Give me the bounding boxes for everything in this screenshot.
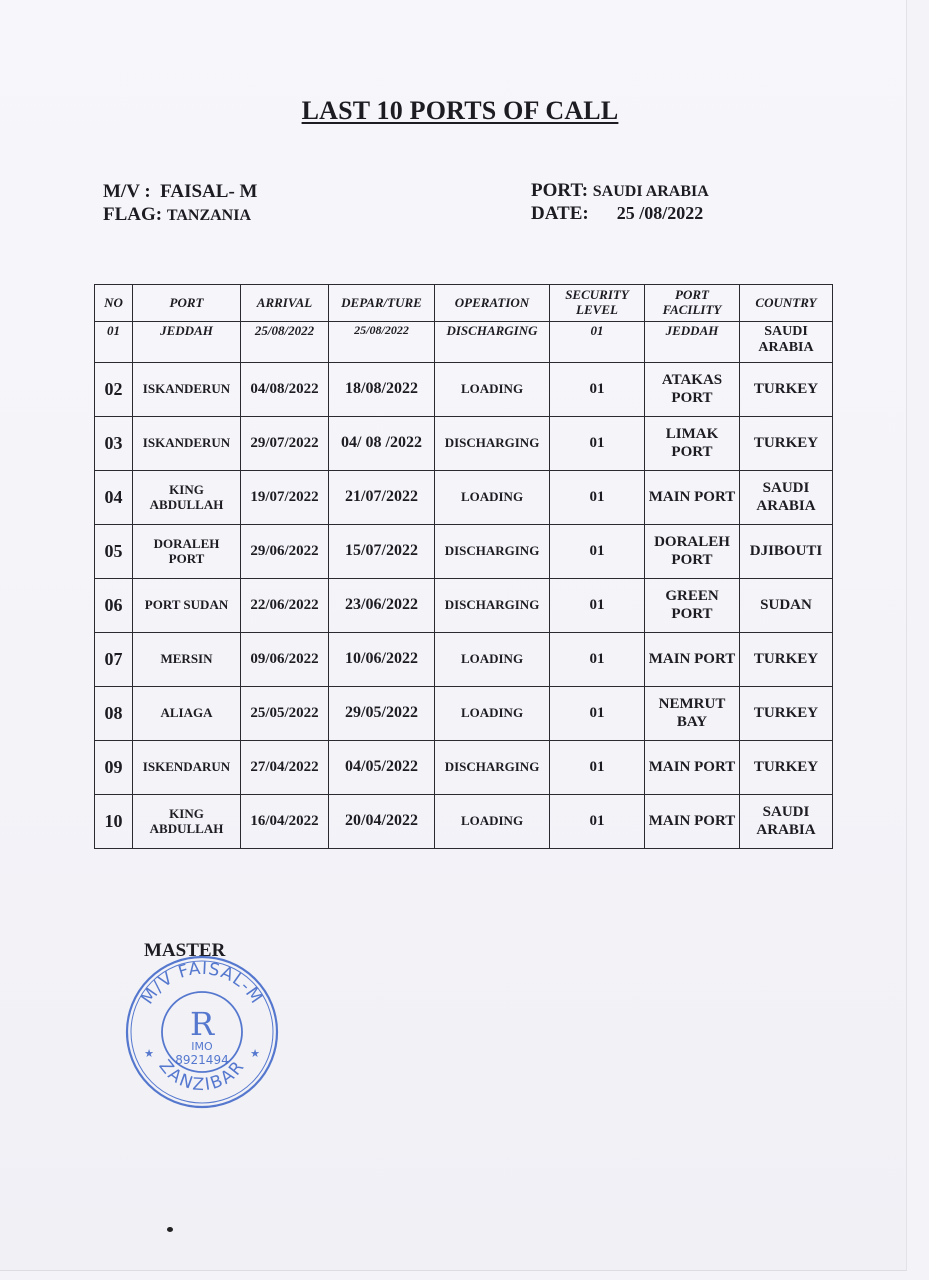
cell-departure: 20/04/2022 bbox=[329, 795, 435, 849]
port-label: PORT: bbox=[531, 180, 589, 201]
cell-arrival: 19/07/2022 bbox=[241, 471, 329, 525]
cell-security: 01 bbox=[550, 687, 645, 741]
cell-departure: 15/07/2022 bbox=[329, 525, 435, 579]
stamp-bottom-text: ZANZIBAR bbox=[154, 1056, 250, 1096]
cell-departure: 10/06/2022 bbox=[329, 633, 435, 687]
vessel-name: FAISAL- M bbox=[160, 181, 258, 202]
cell-no: 09 bbox=[95, 741, 133, 795]
port-line bbox=[531, 180, 709, 202]
cell-arrival: 25/08/2022 bbox=[241, 322, 329, 363]
cell-facility: ATAKAS PORT bbox=[645, 363, 740, 417]
cell-port: KING ABDULLAH bbox=[133, 471, 241, 525]
cell-port: JEDDAH bbox=[133, 322, 241, 363]
cell-arrival: 16/04/2022 bbox=[241, 795, 329, 849]
header-port: PORT bbox=[133, 285, 241, 322]
cell-facility: MAIN PORT bbox=[645, 795, 740, 849]
cell-port: ALIAGA bbox=[133, 687, 241, 741]
cell-security: 01 bbox=[550, 579, 645, 633]
cell-security: 01 bbox=[550, 363, 645, 417]
header-arrival: ARRIVAL bbox=[241, 285, 329, 322]
cell-departure: 29/05/2022 bbox=[329, 687, 435, 741]
cell-port: DORALEH PORT bbox=[133, 525, 241, 579]
cell-facility: DORALEH PORT bbox=[645, 525, 740, 579]
cell-security: 01 bbox=[550, 471, 645, 525]
header-country: COUNTRY bbox=[740, 285, 833, 322]
cell-country: SAUDI ARABIA bbox=[740, 322, 833, 363]
table-row bbox=[95, 687, 833, 741]
cell-port: ISKENDARUN bbox=[133, 741, 241, 795]
cell-operation: DISCHARGING bbox=[435, 525, 550, 579]
cell-country: SAUDI ARABIA bbox=[740, 471, 833, 525]
cell-security: 01 bbox=[550, 633, 645, 687]
svg-text:M/V FAISAL-M bbox=[138, 959, 267, 1008]
cell-facility: MAIN PORT bbox=[645, 741, 740, 795]
cell-operation: LOADING bbox=[435, 687, 550, 741]
vessel-line bbox=[103, 181, 257, 203]
cell-arrival: 09/06/2022 bbox=[241, 633, 329, 687]
table-row bbox=[95, 525, 833, 579]
table-row bbox=[95, 741, 833, 795]
cell-operation: LOADING bbox=[435, 795, 550, 849]
cell-operation: DISCHARGING bbox=[435, 579, 550, 633]
cell-arrival: 29/06/2022 bbox=[241, 525, 329, 579]
cell-facility: MAIN PORT bbox=[645, 471, 740, 525]
ports-of-call-table bbox=[94, 284, 833, 849]
master-label: MASTER bbox=[144, 940, 226, 961]
stamp-star-left-icon: ★ bbox=[144, 1047, 154, 1060]
table-row bbox=[95, 322, 833, 363]
cell-country: TURKEY bbox=[740, 633, 833, 687]
cell-port: MERSIN bbox=[133, 633, 241, 687]
date-label: DATE: bbox=[531, 203, 589, 224]
cell-arrival: 29/07/2022 bbox=[241, 417, 329, 471]
cell-security: 01 bbox=[550, 417, 645, 471]
cell-arrival: 22/06/2022 bbox=[241, 579, 329, 633]
date-value: 25 /08/2022 bbox=[616, 203, 704, 223]
cell-arrival: 04/08/2022 bbox=[241, 363, 329, 417]
cell-security: 01 bbox=[550, 322, 645, 363]
flag-value: TANZANIA bbox=[166, 207, 252, 224]
cell-departure: 04/ 08 /2022 bbox=[329, 417, 435, 471]
cell-operation: DISCHARGING bbox=[435, 417, 550, 471]
cell-no: 03 bbox=[95, 417, 133, 471]
vessel-stamp bbox=[122, 952, 282, 1112]
cell-country: TURKEY bbox=[740, 417, 833, 471]
cell-operation: LOADING bbox=[435, 363, 550, 417]
cell-facility: NEMRUT BAY bbox=[645, 687, 740, 741]
cell-departure: 04/05/2022 bbox=[329, 741, 435, 795]
cell-departure: 23/06/2022 bbox=[329, 579, 435, 633]
header-no: NO bbox=[95, 285, 133, 322]
cell-arrival: 27/04/2022 bbox=[241, 741, 329, 795]
cell-operation: LOADING bbox=[435, 633, 550, 687]
table-row bbox=[95, 795, 833, 849]
table-row bbox=[95, 579, 833, 633]
date-line bbox=[531, 203, 703, 225]
cell-no: 08 bbox=[95, 687, 133, 741]
table-row bbox=[95, 417, 833, 471]
cell-facility: GREEN PORT bbox=[645, 579, 740, 633]
flag-line bbox=[103, 204, 251, 226]
cell-country: SAUDI ARABIA bbox=[740, 795, 833, 849]
cell-security: 01 bbox=[550, 525, 645, 579]
table-row bbox=[95, 471, 833, 525]
flag-label: FLAG: bbox=[103, 204, 163, 225]
stamp-imo-number: 8921494 bbox=[175, 1053, 229, 1067]
cell-country: TURKEY bbox=[740, 363, 833, 417]
cell-no: 01 bbox=[95, 322, 133, 363]
stamp-star-right-icon: ★ bbox=[250, 1047, 260, 1060]
cell-facility: MAIN PORT bbox=[645, 633, 740, 687]
cell-facility: LIMAK PORT bbox=[645, 417, 740, 471]
cell-departure: 18/08/2022 bbox=[329, 363, 435, 417]
cell-facility: JEDDAH bbox=[645, 322, 740, 363]
header-security-level: SECURITY LEVEL bbox=[550, 285, 645, 322]
cell-port: PORT SUDAN bbox=[133, 579, 241, 633]
vessel-label: M/V : bbox=[103, 181, 151, 202]
cell-no: 06 bbox=[95, 579, 133, 633]
cell-no: 10 bbox=[95, 795, 133, 849]
cell-no: 02 bbox=[95, 363, 133, 417]
cell-operation: LOADING bbox=[435, 471, 550, 525]
cell-departure: 25/08/2022 bbox=[329, 322, 435, 363]
ink-dot bbox=[167, 1227, 173, 1232]
port-value: SAUDI ARABIA bbox=[592, 183, 709, 200]
cell-no: 04 bbox=[95, 471, 133, 525]
cell-country: DJIBOUTI bbox=[740, 525, 833, 579]
table-row bbox=[95, 363, 833, 417]
table-row bbox=[95, 633, 833, 687]
cell-no: 07 bbox=[95, 633, 133, 687]
header-operation: OPERATION bbox=[435, 285, 550, 322]
header-departure: DEPAR/TURE bbox=[329, 285, 435, 322]
cell-departure: 21/07/2022 bbox=[329, 471, 435, 525]
cell-security: 01 bbox=[550, 741, 645, 795]
cell-country: TURKEY bbox=[740, 687, 833, 741]
page-title: LAST 10 PORTS OF CALL bbox=[301, 96, 619, 125]
stamp-imo-label: IMO bbox=[191, 1040, 213, 1053]
stamp-letter: R bbox=[189, 1005, 215, 1043]
cell-port: KING ABDULLAH bbox=[133, 795, 241, 849]
cell-no: 05 bbox=[95, 525, 133, 579]
cell-country: TURKEY bbox=[740, 741, 833, 795]
stamp-top-text: M/V FAISAL-M bbox=[137, 958, 267, 1009]
header-port-facility: PORT FACILITY bbox=[645, 285, 740, 322]
cell-country: SUDAN bbox=[740, 579, 833, 633]
cell-operation: DISCHARGING bbox=[435, 322, 550, 363]
cell-arrival: 25/05/2022 bbox=[241, 687, 329, 741]
cell-security: 01 bbox=[550, 795, 645, 849]
cell-port: ISKANDERUN bbox=[133, 417, 241, 471]
table-header-row bbox=[95, 285, 833, 322]
cell-operation: DISCHARGING bbox=[435, 741, 550, 795]
cell-port: ISKANDERUN bbox=[133, 363, 241, 417]
